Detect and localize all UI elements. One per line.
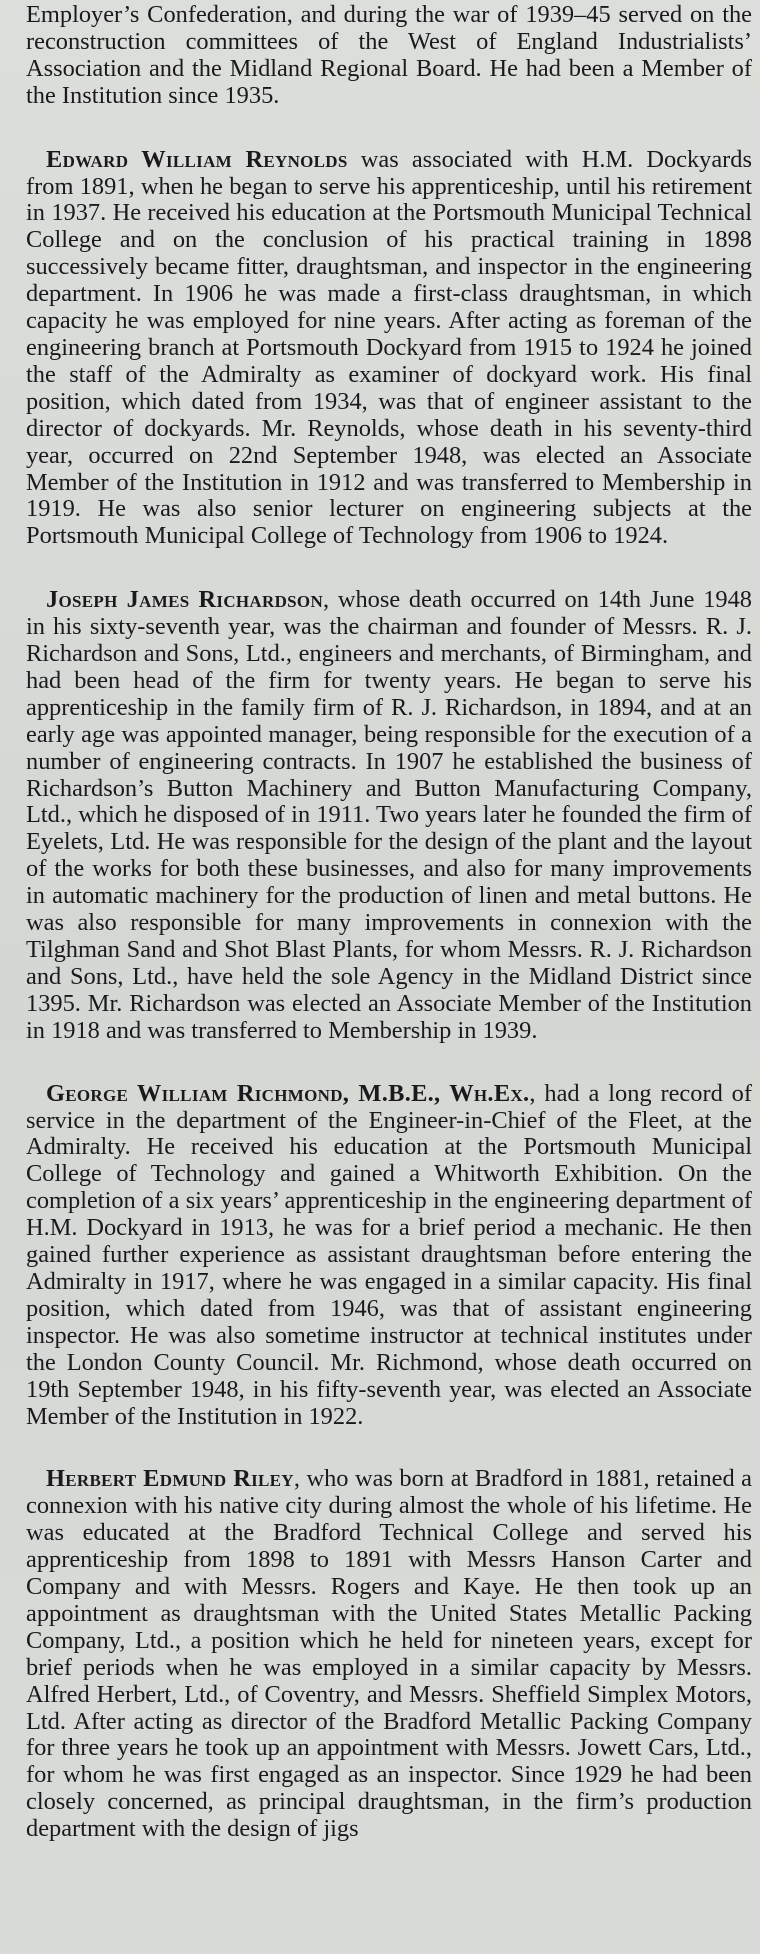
obituary-continuation <box>26 2 752 110</box>
obituary-entry-richardson <box>26 587 752 1044</box>
entry-text: , whose death occurred on 14th June 1948 in his sixty-seventh year, was the chairman and founder of Messrs. R. J. Richardson and Sons, Ltd., engineers and merchants, of Birmingham, and had been head of the firm for twenty years. He began to serve his apprenticeship in the family firm of R. J. Richardson, in 1894, and at an early age was appointed manager, being responsible for the execution of a number of engineering contracts. In 1907 he established the business of Richardson’s Button Machinery and Button Manufacturing Company, Ltd., which he disposed of in 1911. Two years later he founded the firm of Eyelets, Ltd. He was responsible for the design of the plant and the layout of the works for both these businesses, and also for many improvements in automatic machinery for the production of linen and metal buttons. He was also responsible for many improvements in connexion with the Tilghman Sand and Shot Blast Plants, for whom Messrs. R. J. Richardson and Sons, Ltd., have held the sole Agency in the Midland District since 1395. Mr. Richardson was elected an Associate Member of the Institution in 1918 and was transferred to Membership in 1939. <box>26 586 752 1044</box>
entry-text: was associated with H.M. Dockyards from 1891, when he began to serve his apprenticeship, until his retirement in 1937. He received his education at the Portsmouth Municipal Technical College and on the conclusion of his practical training in 1898 successively became fitter, draughtsman, and inspector in the engineering department. In 1906 he was made a first-class draughtsman, in which capacity he was employed for nine years. After acting as foreman of the engineering branch at Portsmouth Dockyard from 1915 to 1924 he joined the staff of the Admiralty as examiner of dockyard work. His final position, which dated from 1934, was that of engineer assistant to the director of dockyards. Mr. Reynolds, whose death in his seventy-third year, occurred on 22nd September 1948, was elected an Associate Member of the Institution in 1912 and was transferred to Membership in 1919. He was also senior lecturer on engineering subjects at the Portsmouth Municipal College of Technology from 1906 to 1924. <box>26 145 752 550</box>
entry-text: , had a long record of service in the department of the Engineer-in-Chief of the Fleet, at the Admiralty. He received his education at the Portsmouth Municipal College of Technology and gained a Whitworth Exhibition. On the completion of a six years’ apprenticeship in the engineering department of H.M. Dockyard in 1913, he was for a brief period a mechanic. He then gained further experience as assistant draughtsman before entering the Admiralty in 1917, where he was engaged in a similar capacity. His final position, which dated from 1946, was that of assistant engineering inspector. He was also sometime instructor at technical institutes under the London County Council. Mr. Richmond, whose death occurred on 19th September 1948, in his fifty-seventh year, was elected an Associate Member of the Institution in 1922. <box>26 1079 752 1430</box>
entry-divider <box>26 1430 752 1466</box>
person-name: Herbert Edmund Riley <box>46 1465 294 1493</box>
obituary-entry-reynolds <box>26 147 752 551</box>
person-name: George William Richmond, M.B.E., Wh.Ex. <box>46 1079 530 1107</box>
entry-divider <box>26 1045 752 1081</box>
entry-divider <box>26 110 752 147</box>
entry-text: , who was born at Bradford in 1881, retained a connexion with his native city during almost the whole of his lifetime. He was educated at the Bradford Technical College and served his apprenticeship from 1898 to 1891 with Messrs Hanson Carter and Company and with Messrs. Rogers and Kaye. He then took up an appointment as draughtsman with the United States Metallic Packing Company, Ltd., a position which he held for nineteen years, except for brief periods when he was employed in a similar capacity by Messrs. Alfred Herbert, Ltd., of Coventry, and Messrs. Sheffield Simplex Motors, Ltd. After acting as director of the Bradford Metallic Packing Company for three years he took up an appointment with Messrs. Jowett Cars, Ltd., for whom he was first engaged as an inspector. Since 1929 he had been closely concerned, as principal draughtsman, in the firm’s production department with the design of jigs <box>26 1465 752 1843</box>
obituary-entry-richmond <box>26 1081 752 1431</box>
person-name: Edward William Reynolds <box>46 145 348 173</box>
entry-divider <box>26 550 752 587</box>
person-name: Joseph James Richardson <box>46 586 324 614</box>
entry-text: Employer’s Confederation, and during the war of 1939–45 served on the reconstruction committees of the West of England Industrialists’ Association and the Midland Regional Board. He had been a Member of the Institution since 1935. <box>26 1 752 109</box>
obituary-entry-riley <box>26 1466 752 1843</box>
